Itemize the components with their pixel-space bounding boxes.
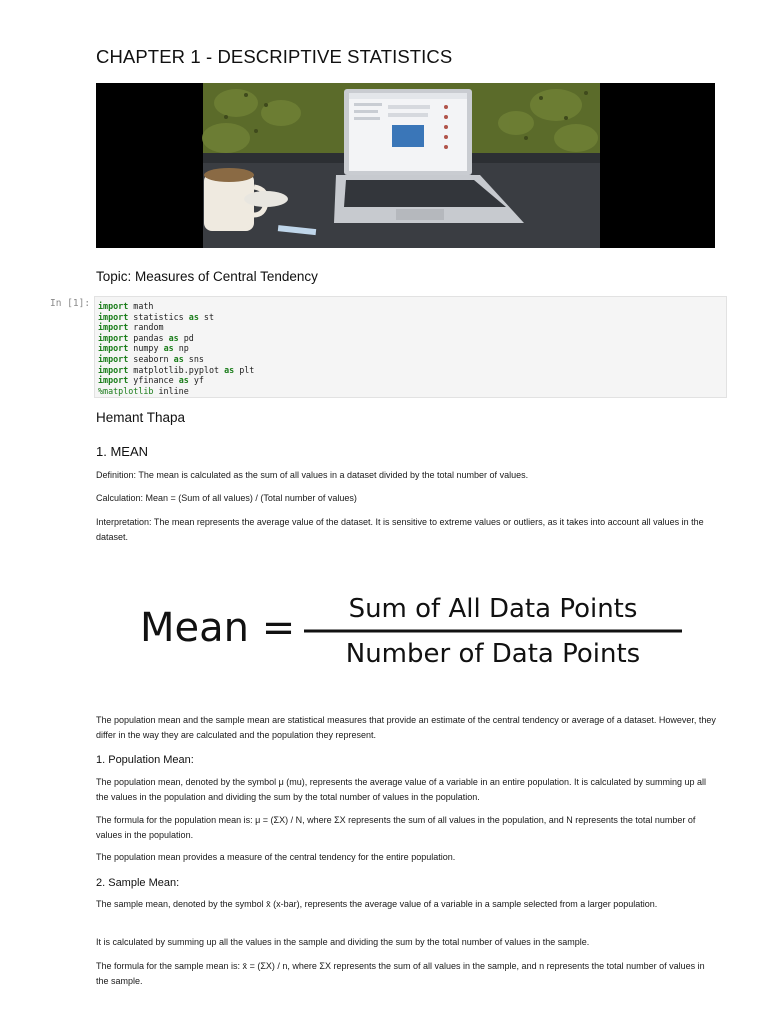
population-mean-p2: The formula for the population mean is: μ = (ΣX) / N, where ΣX represents the sum of all values in the population, and N represents the total number of values in the population. bbox=[96, 815, 696, 840]
code-text: np bbox=[173, 343, 189, 354]
code-keyword: import bbox=[98, 353, 129, 364]
interpretation-text: Interpretation: The mean represents the average value of the dataset. It is sensitive to extreme values or outliers, as it takes into account all values in the dataset. bbox=[96, 517, 704, 542]
code-text: pd bbox=[178, 332, 194, 343]
code-line bbox=[98, 322, 723, 333]
formula-denominator: Number of Data Points bbox=[345, 639, 641, 669]
population-mean-heading: 1. Population Mean: bbox=[96, 754, 194, 766]
code-keyword: import bbox=[98, 332, 129, 343]
formula-lhs: Mean = bbox=[140, 605, 296, 651]
code-text: seaborn bbox=[128, 353, 174, 364]
sample-mean-p3: The formula for the sample mean is: x̄ = (ΣX) / n, where ΣX represents the sum of all values in the sample, and n represents the total number of values in the sample. bbox=[96, 961, 705, 986]
pop-vs-sample-text: The population mean and the sample mean are statistical measures that provide an estimate of the central tendency or average of a dataset. However, they differ in the way they are calculated and the population they represent. bbox=[96, 715, 716, 740]
banner-image bbox=[96, 83, 715, 248]
code-text: matplotlib.pyplot bbox=[128, 364, 225, 375]
code-line bbox=[98, 375, 723, 386]
definition-text: Definition: The mean is calculated as the sum of all values in a dataset divided by the total number of values. bbox=[96, 470, 529, 480]
formula-numerator: Sum of All Data Points bbox=[348, 594, 638, 624]
code-keyword: import bbox=[98, 364, 129, 375]
mean-heading: 1. MEAN bbox=[96, 444, 149, 459]
code-keyword: import bbox=[98, 301, 129, 311]
code-line bbox=[98, 312, 723, 323]
code-text: plt bbox=[234, 364, 255, 375]
code-text: yfinance bbox=[128, 375, 179, 386]
author-name: Hemant Thapa bbox=[96, 410, 186, 425]
code-text: random bbox=[128, 322, 164, 333]
code-keyword: import bbox=[98, 322, 129, 333]
code-keyword: as bbox=[168, 332, 179, 343]
code-line bbox=[98, 333, 723, 344]
code-text: sns bbox=[183, 353, 204, 364]
code-text: math bbox=[128, 301, 154, 311]
code-keyword: as bbox=[173, 353, 184, 364]
code-text: st bbox=[198, 311, 215, 322]
population-mean-p1: The population mean, denoted by the symbol μ (mu), represents the average value of a variable in an entire population. It is calculated by summing up all the values in the population and dividing the sum by the total number of values in the population. bbox=[96, 777, 707, 802]
code-cell[interactable] bbox=[94, 296, 727, 398]
code-magic: %matplotlib bbox=[98, 385, 154, 396]
sample-mean-p1: The sample mean, denoted by the symbol x̄ (x-bar), represents the average value of a variable in a sample selected from a larger population. bbox=[96, 899, 658, 909]
mean-formula-image bbox=[128, 585, 698, 675]
sample-mean-heading: 2. Sample Mean: bbox=[96, 877, 180, 889]
code-keyword: as bbox=[188, 311, 199, 322]
code-line bbox=[98, 343, 723, 354]
topic-heading: Topic: Measures of Central Tendency bbox=[96, 269, 318, 284]
code-keyword: import bbox=[98, 311, 129, 322]
laptop-cafe-photo bbox=[96, 83, 715, 248]
code-keyword: import bbox=[98, 343, 129, 354]
calculation-text: Calculation: Mean = (Sum of all values) / (Total number of values) bbox=[96, 493, 357, 503]
code-content[interactable] bbox=[95, 297, 726, 400]
code-line bbox=[98, 354, 723, 365]
code-line bbox=[98, 386, 723, 397]
code-text: numpy bbox=[128, 343, 164, 354]
code-keyword: as bbox=[163, 343, 174, 354]
population-mean-p3: The population mean provides a measure of the central tendency for the entire population. bbox=[96, 852, 456, 862]
code-text: yf bbox=[188, 375, 204, 386]
code-keyword: as bbox=[224, 364, 235, 375]
code-line bbox=[98, 365, 723, 376]
cell-prompt: In [1]: bbox=[50, 298, 91, 309]
code-text: pandas bbox=[128, 332, 169, 343]
code-keyword: as bbox=[178, 375, 189, 386]
code-text: inline bbox=[153, 385, 189, 396]
chapter-title: CHAPTER 1 - DESCRIPTIVE STATISTICS bbox=[96, 46, 453, 67]
code-line bbox=[98, 301, 723, 312]
sample-mean-p2: It is calculated by summing up all the values in the sample and dividing the sum by the total number of values in the sample. bbox=[96, 937, 590, 947]
code-keyword: import bbox=[98, 375, 129, 386]
code-text: statistics bbox=[128, 311, 189, 322]
